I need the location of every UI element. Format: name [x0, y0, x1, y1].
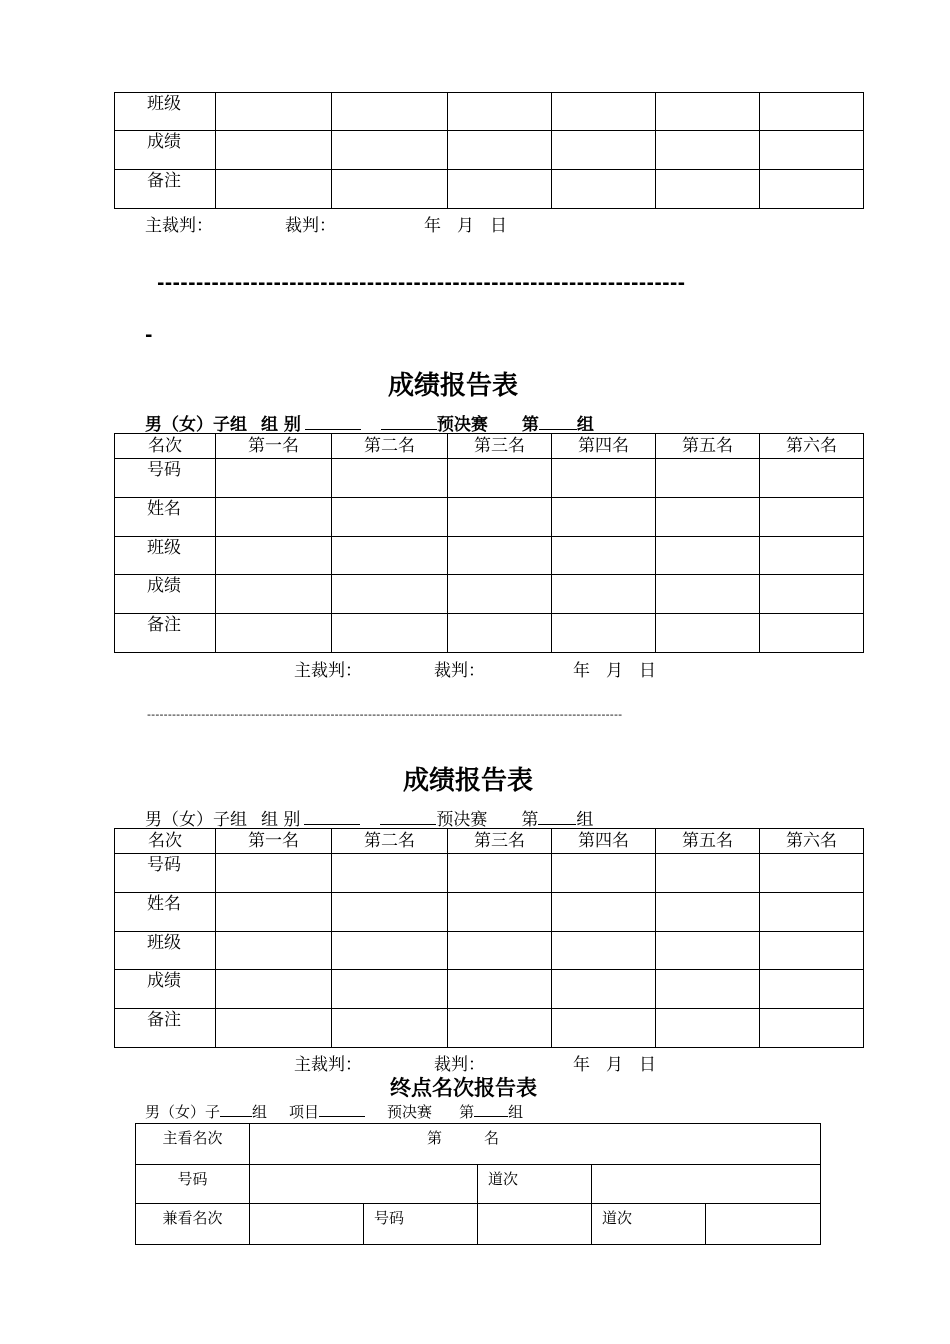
chief-judge-label: 主裁判： — [145, 216, 213, 236]
heat-suffix: 组 — [576, 810, 594, 830]
day-label: 日 — [490, 216, 507, 236]
header-row — [115, 434, 864, 459]
lane-cell[interactable] — [592, 1165, 821, 1204]
finish-heat-blank[interactable] — [474, 1103, 508, 1117]
score-row — [115, 970, 864, 1009]
row-label-name: 姓名 — [115, 893, 216, 932]
row-label-number: 号码 — [115, 854, 216, 893]
gender-group-label: 男（女）子组 — [145, 810, 247, 830]
number-row — [115, 459, 864, 498]
signature-line-2 — [294, 656, 656, 681]
row-label-class: 班级 — [115, 537, 216, 575]
row-label-number: 号码 — [115, 459, 216, 498]
day-label: 日 — [639, 1055, 656, 1075]
chief-judge-label: 主裁判： — [294, 661, 362, 681]
event-blank[interactable] — [380, 809, 436, 825]
secondary-rank-cell[interactable] — [250, 1204, 364, 1245]
finish-number-row — [136, 1165, 821, 1204]
finish-main-rank-row — [136, 1124, 821, 1165]
month-label: 月 — [606, 1055, 623, 1075]
cut-line-bold: -------------------------------------------------------------------- — [157, 273, 686, 294]
results-table-2 — [114, 433, 864, 653]
heat-suffix: 组 — [576, 415, 594, 435]
number-cell[interactable] — [250, 1165, 478, 1204]
place-2: 第二名 — [332, 829, 448, 854]
prelim-label: 预决赛 — [436, 415, 488, 435]
remark-row — [115, 1009, 864, 1048]
prelim-label: 预决赛 — [436, 810, 488, 830]
remark-row — [115, 614, 864, 653]
finish-item-blank[interactable] — [319, 1103, 365, 1117]
finish-table — [135, 1123, 821, 1245]
report-title-2: 成绩报告表 — [388, 371, 519, 401]
results-table-1-partial — [114, 92, 864, 209]
place-3: 第三名 — [448, 829, 552, 854]
header-row — [115, 829, 864, 854]
report-title-3: 成绩报告表 — [403, 766, 534, 796]
row-label-remark: 备注 — [115, 1009, 216, 1048]
name-row — [115, 893, 864, 932]
row-label-rank: 名次 — [115, 434, 216, 459]
subtitle-2 — [145, 410, 594, 435]
judge-label: 裁判： — [285, 216, 336, 236]
year-label: 年 — [424, 216, 441, 236]
secondary-rank-label: 兼看名次 — [136, 1204, 250, 1245]
main-rank-ming: 名 — [484, 1129, 500, 1147]
month-label: 月 — [457, 216, 474, 236]
secondary-number-cell[interactable] — [478, 1204, 592, 1245]
row-label-class: 班级 — [115, 932, 216, 970]
cut-line-bold-tail: - — [145, 325, 153, 346]
row-label-remark: 备注 — [115, 614, 216, 653]
heat-prefix: 第 — [521, 415, 539, 435]
finish-secondary-row — [136, 1204, 821, 1245]
group-type-blank[interactable] — [305, 414, 361, 430]
judge-label: 裁判： — [434, 1055, 485, 1075]
place-4: 第四名 — [552, 434, 656, 459]
class-row — [115, 932, 864, 970]
place-4: 第四名 — [552, 829, 656, 854]
cut-line-thin: ------------------------------------------------------------------------------------------------------------------ — [147, 708, 623, 721]
results-table-3 — [114, 828, 864, 1048]
heat-blank[interactable] — [539, 414, 577, 430]
finish-gender-label: 男（女）子 — [145, 1103, 221, 1121]
heat-blank[interactable] — [538, 809, 576, 825]
place-1: 第一名 — [216, 434, 332, 459]
place-5: 第五名 — [656, 434, 760, 459]
finish-report-title: 终点名次报告表 — [390, 1075, 537, 1100]
finish-subtitle — [145, 1101, 523, 1122]
secondary-lane-label: 道次 — [592, 1204, 706, 1245]
day-label: 日 — [639, 661, 656, 681]
group-type-label: 组 别 — [261, 810, 301, 830]
secondary-lane-cell[interactable] — [706, 1204, 821, 1245]
score-row — [115, 575, 864, 614]
year-label: 年 — [573, 1055, 590, 1075]
main-rank-di: 第 — [427, 1129, 443, 1147]
place-5: 第五名 — [656, 829, 760, 854]
finish-group-blank[interactable] — [220, 1103, 252, 1117]
row-label-rank: 名次 — [115, 829, 216, 854]
chief-judge-label: 主裁判： — [294, 1055, 362, 1075]
score-row — [115, 131, 864, 170]
group-type-blank[interactable] — [304, 809, 360, 825]
main-rank-cell[interactable] — [250, 1124, 821, 1165]
finish-heat-prefix: 第 — [459, 1103, 475, 1121]
main-rank-label: 主看名次 — [136, 1124, 250, 1165]
place-2: 第二名 — [332, 434, 448, 459]
row-label-score: 成绩 — [115, 575, 216, 614]
finish-group-suffix: 组 — [252, 1103, 268, 1121]
gender-group-label: 男（女）子组 — [145, 415, 247, 435]
secondary-number-label: 号码 — [364, 1204, 478, 1245]
number-label: 号码 — [136, 1165, 250, 1204]
event-blank[interactable] — [381, 414, 437, 430]
place-6: 第六名 — [760, 829, 864, 854]
class-row — [115, 93, 864, 131]
year-label: 年 — [573, 661, 590, 681]
name-row — [115, 498, 864, 537]
place-6: 第六名 — [760, 434, 864, 459]
heat-prefix: 第 — [521, 810, 539, 830]
row-label-remark: 备注 — [115, 170, 216, 209]
group-type-label: 组 别 — [261, 415, 301, 435]
row-label-class: 班级 — [115, 93, 216, 131]
lane-label: 道次 — [478, 1165, 592, 1204]
finish-item-label: 项目 — [289, 1103, 320, 1121]
month-label: 月 — [606, 661, 623, 681]
place-3: 第三名 — [448, 434, 552, 459]
remark-row — [115, 170, 864, 209]
place-1: 第一名 — [216, 829, 332, 854]
number-row — [115, 854, 864, 893]
finish-prelim-label: 预决赛 — [387, 1103, 433, 1121]
subtitle-3 — [145, 805, 593, 830]
class-row — [115, 537, 864, 575]
signature-line-1 — [145, 211, 507, 236]
judge-label: 裁判： — [434, 661, 485, 681]
row-label-score: 成绩 — [115, 970, 216, 1009]
row-label-score: 成绩 — [115, 131, 216, 170]
row-label-name: 姓名 — [115, 498, 216, 537]
finish-heat-suffix: 组 — [508, 1103, 524, 1121]
